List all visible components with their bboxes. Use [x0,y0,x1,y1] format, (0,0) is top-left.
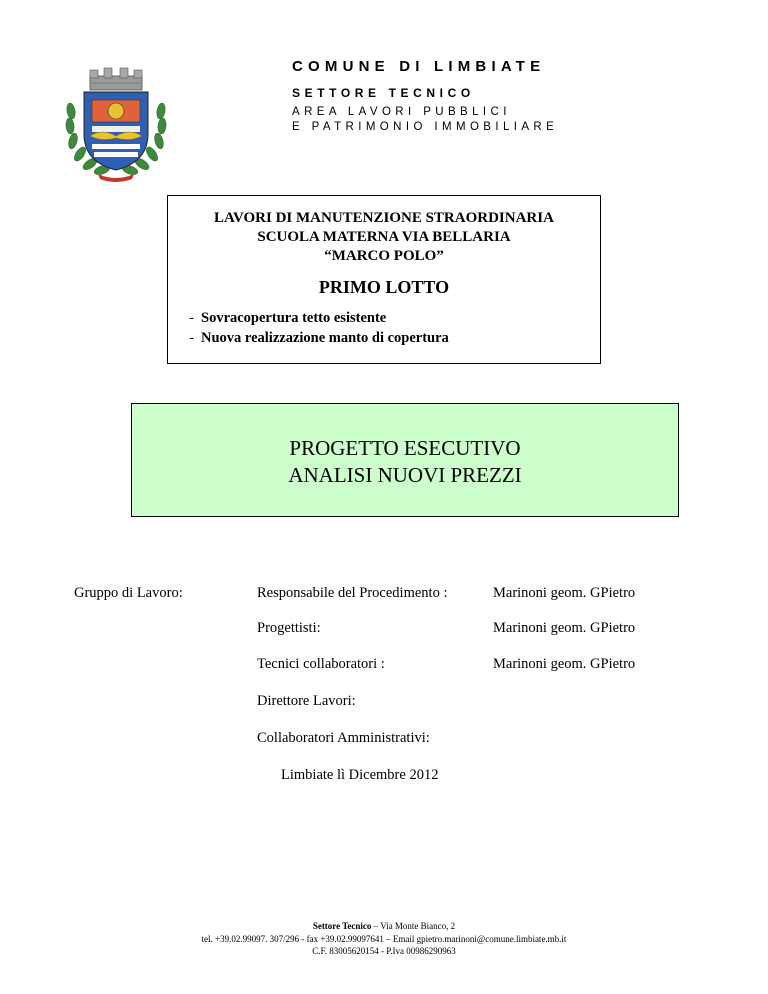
footer-office-address: – Via Monte Bianco, 2 [371,921,456,931]
document-type-box [131,403,679,517]
area-line-2: E PATRIMONIO IMMOBILIARE [292,121,559,133]
role-label-rup: Responsabile del Procedimento : [257,585,448,601]
title-line-2: SCUOLA MATERNA VIA BELLARIA [257,229,511,245]
role-name-rup: Marinoni geom. GPietro [493,585,636,601]
project-title-box [167,195,601,364]
footer-contacts: tel. +39.02.99097. 307/296 - fax +39.02.99097641 – Email gpietro.marinoni@comune.limbiate.mb.it [201,934,567,944]
title-line-3: “MARCO POLO” [324,248,444,264]
municipal-coat-of-arms-icon [62,66,170,184]
place-date: Limbiate lì Dicembre 2012 [281,767,439,783]
role-name-designers: Marinoni geom. GPietro [493,620,636,636]
footer-fiscal: C.F. 83005620154 - P.Iva 00986290963 [312,946,456,956]
role-label-admin-staff: Collaboratori Amministrativi: [257,730,430,746]
bullet-dash: - [189,330,194,346]
lot-heading: PRIMO LOTTO [318,277,450,297]
bullet-dash: - [189,310,194,326]
municipality-name: COMUNE DI LIMBIATE [292,58,546,75]
document-type-line-1: PROGETTO ESECUTIVO [289,436,521,460]
scope-item-text: Nuova realizzazione manto di copertura [201,330,449,346]
scope-item-text: Sovracopertura tetto esistente [201,310,387,326]
role-label-works-director: Direttore Lavori: [257,693,356,709]
work-group-label: Gruppo di Lavoro: [74,585,183,601]
role-label-designers: Progettisti: [257,620,321,636]
document-type-line-2: ANALISI NUOVI PREZZI [288,463,522,487]
role-label-technicians: Tecnici collaboratori : [257,656,385,672]
footer-office [0,921,768,931]
title-line-1: LAVORI DI MANUTENZIONE STRAORDINARIA [214,210,554,226]
footer-office-name: Settore Tecnico [312,921,372,931]
role-name-technicians: Marinoni geom. GPietro [493,656,636,672]
area-line-1: AREA LAVORI PUBBLICI [292,106,511,118]
department-name: SETTORE TECNICO [292,86,475,100]
